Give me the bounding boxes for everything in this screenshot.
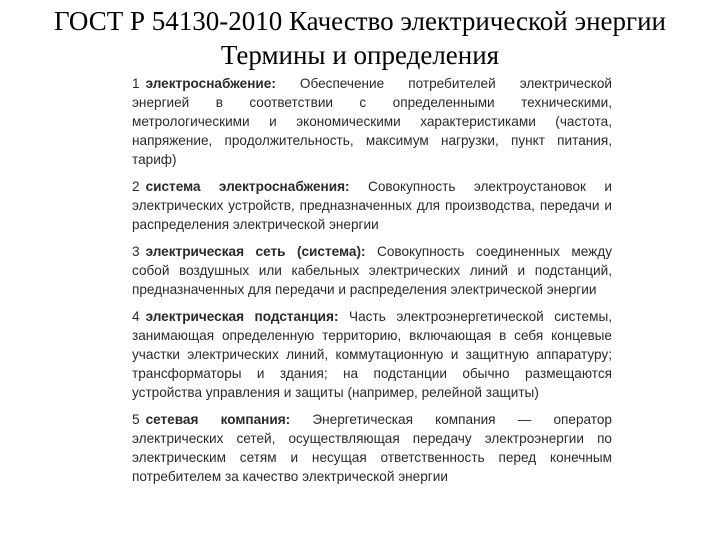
entry-term: электрическая подстанция: bbox=[145, 309, 339, 324]
entry-definition: Часть электроэнергетической системы, занимающая определенную территорию, включающая в себя концевые участки электрических линий, коммутационную и защитную аппаратуру; трансформаторы и здания; на подстанции обычно размещаются устройства управления и защиты (например, релейной защиты) bbox=[132, 309, 612, 400]
entry-number: 3 bbox=[132, 244, 140, 259]
entry-term: электрическая сеть (система): bbox=[145, 244, 366, 259]
entry-number: 2 bbox=[132, 179, 140, 194]
definition-entry-5 bbox=[132, 410, 612, 486]
title-line-1: ГОСТ Р 54130-2010 Качество электрической энергии bbox=[54, 6, 666, 36]
definition-entry-4 bbox=[132, 307, 612, 402]
definitions-list bbox=[132, 74, 612, 494]
entry-definition: Совокупность электроустановок и электрических устройств, предназначенных для производства, передачи и распределения электрической энергии bbox=[132, 179, 612, 232]
definition-entry-2 bbox=[132, 177, 612, 234]
entry-definition: Совокупность соединенных между собой воздушных или кабельных электрических линий и подстанций, предназначенных для передачи и распределения электрической энергии bbox=[132, 244, 613, 297]
entry-term: сетевая компания: bbox=[145, 412, 291, 427]
entry-definition: Энергетическая компания — оператор электрических сетей, осуществляющая передачу электроэнергии по электрическим сетям и несущая ответственность перед конечным потребителем за качество электрической энергии bbox=[132, 412, 612, 484]
entry-term: электроснабжение: bbox=[145, 76, 276, 91]
definition-entry-3 bbox=[132, 242, 612, 299]
entry-number: 4 bbox=[132, 309, 140, 324]
entry-definition: Обеспечение потребителей электрической энергией в соответствии с определенными техническими, метрологическими и экономическими характеристиками (частота, напряжение, продолжительность, максимум нагрузки, пункт питания, тариф) bbox=[132, 76, 612, 167]
entry-term: система электроснабжения: bbox=[145, 179, 350, 194]
definition-entry-1 bbox=[132, 74, 612, 169]
entry-number: 5 bbox=[132, 412, 140, 427]
title-line-2: Термины и определения bbox=[220, 40, 500, 70]
entry-number: 1 bbox=[132, 76, 140, 91]
page-title bbox=[0, 4, 720, 72]
